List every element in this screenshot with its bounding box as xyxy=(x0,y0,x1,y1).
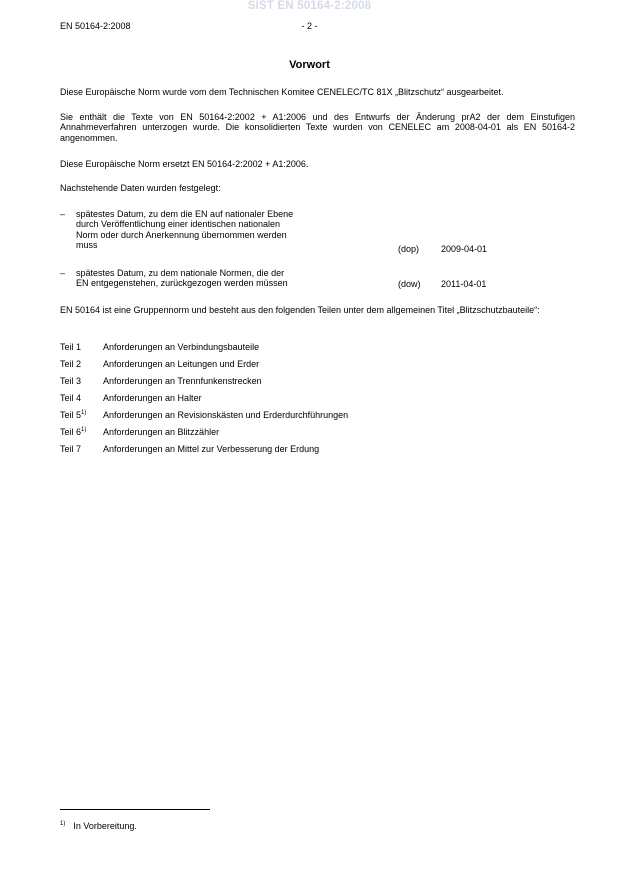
footnote-text: In Vorbereitung. xyxy=(73,821,137,831)
date-code: (dop) xyxy=(398,244,420,254)
part-number: Teil 5$^{1)}$ xyxy=(60,410,87,420)
paragraph: Diese Europäische Norm ersetzt EN 50164-2:2002 + A1:2006. xyxy=(60,159,309,169)
part-title: Anforderungen an Leitungen und Erder xyxy=(103,359,260,369)
header-doc-id: EN 50164-2:2008 xyxy=(60,21,131,31)
series-intro: EN 50164 ist eine Gruppennorm und besteht aus den folgenden Teilen unter dem allgemeinen Titel „Blitzschutzbauteile“: xyxy=(60,305,540,315)
part-number: Teil 6$^{1)}$ xyxy=(60,427,87,437)
footnote-mark: 1) xyxy=(60,821,66,827)
paragraph: Nachstehende Daten wurden festgelegt: xyxy=(60,183,221,193)
date-item-line: EN entgegenstehen, zurückgezogen werden müssen xyxy=(76,278,288,289)
list-dash: – xyxy=(60,209,66,219)
date-item-description xyxy=(76,268,376,289)
date-item-line: spätestes Datum, zu dem nationale Normen, die der xyxy=(76,268,285,278)
part-number: Teil 2 xyxy=(60,359,82,369)
date-value: 2011-04-01 xyxy=(441,279,487,289)
date-item-line: Norm oder durch Anerkennung übernommen werden xyxy=(76,229,287,240)
part-title: Anforderungen an Mittel zur Verbesserung der Erdung xyxy=(103,444,320,454)
part-number: Teil 7 xyxy=(60,444,82,454)
part-title: Anforderungen an Halter xyxy=(103,393,202,403)
date-value: 2009-04-01 xyxy=(441,244,488,254)
section-title: Vorwort xyxy=(289,59,330,71)
part-title: Anforderungen an Trennfunkenstrecken xyxy=(103,376,262,386)
date-item-line: durch Veröffentlichung einer identischen nationalen xyxy=(76,219,280,230)
part-title: Anforderungen an Blitzzähler xyxy=(103,427,220,437)
footnote xyxy=(60,821,137,831)
part-number: Teil 4 xyxy=(60,393,82,403)
date-item-description xyxy=(76,209,376,251)
date-item-line: muss xyxy=(76,240,98,251)
paragraph: Sie enthält die Texte von EN 50164-2:2002 + A1:2006 und des Entwurfs der Änderung prA2 der dem Einstufigen Annahmeverfahren unterzogen wurde. Die konsolidierten Texte wurden von CENELEC am 2008-04-01 als EN 50164-2 angenommen. xyxy=(60,112,575,143)
part-number: Teil 1 xyxy=(60,342,82,352)
watermark: SIST EN 50164-2:2008 xyxy=(247,0,372,12)
part-title: Anforderungen an Revisionskästen und Erderdurchführungen xyxy=(103,410,349,420)
date-code: (dow) xyxy=(398,279,421,289)
part-title: Anforderungen an Verbindungsbauteile xyxy=(103,342,260,352)
date-item-line: spätestes Datum, zu dem die EN auf nationaler Ebene xyxy=(76,209,294,219)
list-dash: – xyxy=(60,268,66,278)
paragraph: Diese Europäische Norm wurde vom dem Technischen Komitee CENELEC/TC 81X „Blitzschutz“ ausgearbeitet. xyxy=(60,87,504,97)
part-number: Teil 3 xyxy=(60,376,82,386)
header-page-number: - 2 - xyxy=(301,21,318,31)
footnote-separator xyxy=(60,809,210,810)
